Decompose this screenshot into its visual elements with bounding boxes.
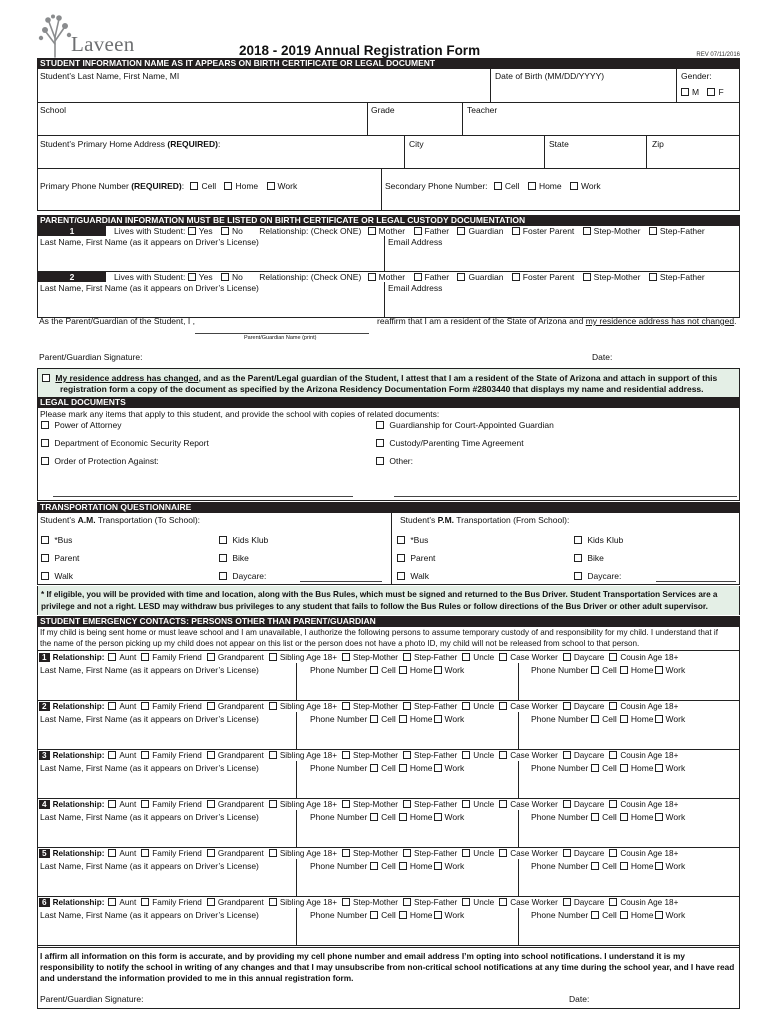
district-logo [37, 14, 157, 58]
contact-option-checkbox[interactable] [269, 751, 277, 759]
contact-option-checkbox[interactable] [462, 849, 470, 857]
contact-option-checkbox[interactable] [342, 702, 350, 710]
grade-label: Grade [371, 105, 395, 115]
phone-cell-checkbox[interactable] [591, 813, 599, 821]
contact-option-checkbox[interactable] [563, 653, 571, 661]
form-title: 2018 - 2019 Annual Registration Form [239, 43, 481, 58]
contact-option-checkbox[interactable] [342, 849, 350, 857]
am-parent-checkbox[interactable] [41, 554, 49, 562]
des-checkbox[interactable] [41, 439, 49, 447]
contact-option-checkbox[interactable] [342, 800, 350, 808]
contact-option-checkbox[interactable] [141, 800, 149, 808]
guardian-name-label: Last Name, First Name (as it appears on Driver’s License) [40, 283, 259, 293]
contact-option-checkbox[interactable] [108, 849, 116, 857]
contact-option-checkbox[interactable] [269, 702, 277, 710]
pm-walk-checkbox[interactable] [397, 572, 405, 580]
phone-home-checkbox[interactable] [620, 666, 628, 674]
legal-documents-header: LEGAL DOCUMENTS [37, 397, 740, 408]
contact-option-checkbox[interactable] [108, 800, 116, 808]
guardian-name-line[interactable] [195, 333, 369, 334]
guardian-2-options: Lives with Student: Yes No Relationship: (Check ONE) Mother Father Guardian Foster Parent Step-Mother Step-Father [114, 272, 705, 282]
am-kidsklub-checkbox[interactable] [219, 536, 227, 544]
zip-label: Zip [652, 139, 664, 149]
phone-home-checkbox[interactable] [399, 813, 407, 821]
phone-home-checkbox[interactable] [399, 666, 407, 674]
phone-cell-checkbox[interactable] [591, 911, 599, 919]
footer-affirmation: I affirm all information on this form is accurate, and by providing my cell phone number and email address I’m opting into school notifications. I understand it is my responsibility to notify the school in writing of any changes and that I may unsubscribe from non-critical school notifications at any time during the school year, and I have read and understand the information provided to me in this annual registration form. Parent/Guardian Signature: Date: [37, 947, 740, 1009]
rel-father-checkbox[interactable] [414, 273, 422, 281]
contact-option-checkbox[interactable] [563, 849, 571, 857]
contact-option-checkbox[interactable] [609, 800, 617, 808]
transport-section: Student’s A.M. Transportation (To School): Student’s P.M. Transportation (From School): *Bus Parent Walk Kids Klub Bike Daycare: *Bus Parent Walk Kids Klub Bike Daycare: [37, 513, 740, 585]
primary-cell-checkbox[interactable] [190, 182, 198, 190]
emergency-contacts-header: STUDENT EMERGENCY CONTACTS: PERSONS OTHER THAN PARENT/GUARDIAN [37, 616, 740, 627]
phone-work-checkbox[interactable] [434, 764, 442, 772]
contact-option-checkbox[interactable] [342, 898, 350, 906]
phone-cell-checkbox[interactable] [370, 911, 378, 919]
phone-cell-checkbox[interactable] [591, 862, 599, 870]
phone-home-checkbox[interactable] [399, 862, 407, 870]
emergency-contact-row: 2 Relationship: Aunt Family Friend Grandparent Sibling Age 18+ Step-Mother Step-Father Uncle Case Worker Daycare Cousin Age 18+ Last Name, First Name (as it appears on Driver’s License) Phone Number Cell Home Work Phone Number Cell Home Work [38, 701, 740, 750]
contact-number: 6 [39, 898, 50, 907]
contact-phone-1: Phone Number Cell Home Work [310, 665, 465, 675]
phone-cell-checkbox[interactable] [370, 764, 378, 772]
address-changed-row: My residence address has changed, and as the Parent/Legal guardian of the Student, I attest that I am a resident of the State of Arizona and attach in support of this registration form a copy of the document as specified by the Arizona Residency Documentation Form #2803440 that displays my name and residential address. [37, 369, 740, 397]
am-daycare-line[interactable] [300, 581, 382, 582]
phone-work-checkbox[interactable] [655, 813, 663, 821]
legal-intro: Please mark any items that apply to this student, and provide the school with copies of related documents: [40, 409, 440, 419]
primary-phone-row: Primary Phone Number (REQUIRED): Cell Home Work [40, 181, 298, 191]
phone-home-checkbox[interactable] [620, 813, 628, 821]
contact-name-label: Last Name, First Name (as it appears on Driver’s License) [40, 812, 259, 822]
contact-option-checkbox[interactable] [462, 702, 470, 710]
lives-no-checkbox[interactable] [221, 227, 229, 235]
legal-guardianship: Guardianship for Court-Appointed Guardian [376, 420, 554, 430]
contact-option-checkbox[interactable] [462, 653, 470, 661]
teacher-label: Teacher [467, 105, 498, 115]
contact-option-checkbox[interactable] [609, 702, 617, 710]
pm-bus-checkbox[interactable] [397, 536, 405, 544]
contact-option-checkbox[interactable] [342, 751, 350, 759]
contact-option-checkbox[interactable] [342, 653, 350, 661]
rel-guardian-checkbox[interactable] [457, 273, 465, 281]
contact-phone-2: Phone Number Cell Home Work [531, 714, 686, 724]
phone-cell-checkbox[interactable] [591, 715, 599, 723]
am-walk-checkbox[interactable] [41, 572, 49, 580]
phone-work-checkbox[interactable] [434, 911, 442, 919]
contact-name-label: Last Name, First Name (as it appears on Driver’s License) [40, 910, 259, 920]
gender-f-checkbox[interactable] [707, 88, 715, 96]
address-changed-checkbox[interactable] [42, 374, 50, 382]
contact-number: 4 [39, 800, 50, 809]
contact-option-checkbox[interactable] [563, 800, 571, 808]
protection-checkbox[interactable] [41, 457, 49, 465]
pm-parent-checkbox[interactable] [397, 554, 405, 562]
guardian-1-options: Lives with Student: Yes No Relationship: (Check ONE) Mother Father Guardian Foster Parent Step-Mother Step-Father [114, 226, 705, 236]
contact-option-checkbox[interactable] [403, 898, 411, 906]
school-label: School [40, 105, 66, 115]
phone-work-checkbox[interactable] [434, 666, 442, 674]
custody-checkbox[interactable] [376, 439, 384, 447]
address-label: Student’s Primary Home Address (REQUIRED): [40, 139, 221, 149]
footer-date-label: Date: [569, 994, 590, 1004]
rel-stepmother-checkbox[interactable] [583, 227, 591, 235]
phone-cell-checkbox[interactable] [370, 715, 378, 723]
other-checkbox[interactable] [376, 457, 384, 465]
primary-work-checkbox[interactable] [267, 182, 275, 190]
phone-home-checkbox[interactable] [399, 715, 407, 723]
pm-kidsklub-checkbox[interactable] [574, 536, 582, 544]
emergency-intro-2: the name of the person picking up my child does not appear on this list or the person does not have a photo ID, my child will not be released from school to that person. [40, 639, 640, 648]
gender-label: Gender: [681, 71, 712, 81]
name-print-caption: Parent/Guardian Name (print) [244, 335, 317, 341]
rel-foster-checkbox[interactable] [512, 227, 520, 235]
rel-stepfather-checkbox[interactable] [649, 227, 657, 235]
contact-option-checkbox[interactable] [108, 702, 116, 710]
phone-work-checkbox[interactable] [655, 862, 663, 870]
am-bike-checkbox[interactable] [219, 554, 227, 562]
contact-option-checkbox[interactable] [207, 702, 215, 710]
affirm-statement-start: As the Parent/Guardian of the Student, I , [39, 316, 195, 326]
student-name-label: Student’s Last Name, First Name, MI [40, 71, 180, 81]
logo-text: Laveen [71, 32, 135, 56]
phone-cell-checkbox[interactable] [591, 666, 599, 674]
contact-option-checkbox[interactable] [269, 898, 277, 906]
contact-option-checkbox[interactable] [499, 800, 507, 808]
student-info-header: STUDENT INFORMATION NAME AS IT APPEARS ON BIRTH CERTIFICATE OR LEGAL DOCUMENT [37, 58, 740, 69]
phone-home-checkbox[interactable] [620, 715, 628, 723]
rel-father-checkbox[interactable] [414, 227, 422, 235]
contact-option-checkbox[interactable] [269, 653, 277, 661]
contact-number: 2 [39, 702, 50, 711]
emergency-section [37, 627, 740, 947]
contact-option-checkbox[interactable] [207, 898, 215, 906]
phone-cell-checkbox[interactable] [370, 666, 378, 674]
dob-label: Date of Birth (MM/DD/YYYY) [495, 71, 605, 81]
contact-phone-2: Phone Number Cell Home Work [531, 763, 686, 773]
rel-mother-checkbox[interactable] [368, 273, 376, 281]
phone-home-checkbox[interactable] [399, 764, 407, 772]
contact-option-checkbox[interactable] [462, 898, 470, 906]
other-line[interactable] [394, 496, 737, 497]
gender-options: M F [681, 87, 724, 97]
legal-custody: Custody/Parenting Time Agreement [376, 438, 524, 448]
emergency-contact-row: 5 Relationship: Aunt Family Friend Grandparent Sibling Age 18+ Step-Mother Step-Father Uncle Case Worker Daycare Cousin Age 18+ Last Name, First Name (as it appears on Driver’s License) Phone Number Cell Home Work Phone Number Cell Home Work [38, 848, 740, 897]
contact-option-checkbox[interactable] [108, 898, 116, 906]
phone-work-checkbox[interactable] [434, 715, 442, 723]
bus-rules-note: * If eligible, you will be provided with time and location, along with the Bus Rules, which must be signed and returned to the Bus Driver. Student Transportation Services are a privilege and not a right. LESD may withdraw bus privileges to any student that fails to follow the Bus Rules or follow directions of the Bus Driver or other adult supervisor. [37, 586, 740, 615]
contact-name-label: Last Name, First Name (as it appears on Driver’s License) [40, 763, 259, 773]
contact-number: 1 [39, 653, 50, 662]
contact-name-label: Last Name, First Name (as it appears on Driver’s License) [40, 665, 259, 675]
lives-no-checkbox[interactable] [221, 273, 229, 281]
contact-option-checkbox[interactable] [403, 751, 411, 759]
contact-option-checkbox[interactable] [499, 849, 507, 857]
revision-date: REV 07/11/2016 [696, 52, 740, 58]
pm-daycare-line[interactable] [656, 581, 736, 582]
lives-yes-checkbox[interactable] [188, 227, 196, 235]
am-transport-label: Student’s A.M. Transportation (To School): [40, 515, 201, 525]
footer-signature-label: Parent/Guardian Signature: [40, 994, 144, 1004]
phone-home-checkbox[interactable] [399, 911, 407, 919]
contact-phone-1: Phone Number Cell Home Work [310, 861, 465, 871]
contact-option-checkbox[interactable] [108, 751, 116, 759]
legal-protection: Order of Protection Against: [41, 456, 159, 466]
contact-option-checkbox[interactable] [141, 751, 149, 759]
emergency-contact-row: 1 Relationship: Aunt Family Friend Grandparent Sibling Age 18+ Step-Mother Step-Father Uncle Case Worker Daycare Cousin Age 18+ Last Name, First Name (as it appears on Driver’s License) Phone Number Cell Home Work Phone Number Cell Home Work [38, 652, 740, 701]
rel-foster-checkbox[interactable] [512, 273, 520, 281]
contact-option-checkbox[interactable] [141, 653, 149, 661]
rel-stepmother-checkbox[interactable] [583, 273, 591, 281]
gender-m-checkbox[interactable] [681, 88, 689, 96]
pm-daycare-checkbox[interactable] [574, 572, 582, 580]
rel-stepfather-checkbox[interactable] [649, 273, 657, 281]
phone-work-checkbox[interactable] [655, 715, 663, 723]
phone-work-checkbox[interactable] [434, 862, 442, 870]
rel-mother-checkbox[interactable] [368, 227, 376, 235]
contact-option-checkbox[interactable] [609, 751, 617, 759]
contact-option-checkbox[interactable] [269, 849, 277, 857]
contact-option-checkbox[interactable] [609, 653, 617, 661]
guardian-info-header: PARENT/GUARDIAN INFORMATION MUST BE LISTED ON BIRTH CERTIFICATE OR LEGAL CUSTODY DOCUMENTATION [37, 215, 740, 226]
phone-home-checkbox[interactable] [620, 764, 628, 772]
phone-work-checkbox[interactable] [655, 666, 663, 674]
tree-icon [37, 14, 73, 58]
guardian-name-label: Last Name, First Name (as it appears on Driver’s License) [40, 237, 259, 247]
contact-option-checkbox[interactable] [462, 800, 470, 808]
am-bus-checkbox[interactable] [41, 536, 49, 544]
affirm-statement-end: reaffirm that I am a resident of the State of Arizona and my residence address has not changed. [377, 316, 737, 326]
secondary-phone-row: Secondary Phone Number: Cell Home Work [385, 181, 601, 191]
pm-transport-label: Student’s P.M. Transportation (From School): [400, 515, 570, 525]
contact-option-checkbox[interactable] [269, 800, 277, 808]
legal-section [37, 408, 740, 501]
phone-home-checkbox[interactable] [620, 911, 628, 919]
emergency-intro-1: If my child is being sent home or must leave school and I am unavailable, I authorize the following persons to assume temporary custody of and responsibility for my child. I understand that if [40, 628, 718, 637]
guardian-email-label: Email Address [388, 237, 443, 247]
phone-work-checkbox[interactable] [434, 813, 442, 821]
phone-work-checkbox[interactable] [655, 911, 663, 919]
contact-option-checkbox[interactable] [141, 898, 149, 906]
contact-option-checkbox[interactable] [108, 653, 116, 661]
city-label: City [409, 139, 424, 149]
contact-number: 3 [39, 751, 50, 760]
am-daycare-checkbox[interactable] [219, 572, 227, 580]
legal-poa: Power of Attorney [41, 420, 121, 430]
emergency-contact-row: 3 Relationship: Aunt Family Friend Grandparent Sibling Age 18+ Step-Mother Step-Father Uncle Case Worker Daycare Cousin Age 18+ Last Name, First Name (as it appears on Driver’s License) Phone Number Cell Home Work Phone Number Cell Home Work [38, 750, 740, 799]
contact-option-checkbox[interactable] [499, 898, 507, 906]
contact-option-checkbox[interactable] [403, 849, 411, 857]
transportation-header: TRANSPORTATION QUESTIONNAIRE [37, 502, 740, 513]
contact-option-checkbox[interactable] [609, 898, 617, 906]
contact-number: 5 [39, 849, 50, 858]
contact-option-checkbox[interactable] [499, 702, 507, 710]
lives-yes-checkbox[interactable] [188, 273, 196, 281]
contact-phone-2: Phone Number Cell Home Work [531, 861, 686, 871]
phone-work-checkbox[interactable] [655, 764, 663, 772]
contact-option-checkbox[interactable] [141, 702, 149, 710]
contact-phone-1: Phone Number Cell Home Work [310, 812, 465, 822]
guardian-number: 2 [38, 272, 106, 282]
contact-phone-2: Phone Number Cell Home Work [531, 812, 686, 822]
secondary-cell-checkbox[interactable] [494, 182, 502, 190]
guardian-date-label: Date: [592, 352, 613, 362]
registration-form [37, 10, 740, 1020]
contact-option-checkbox[interactable] [207, 653, 215, 661]
contact-option-checkbox[interactable] [499, 751, 507, 759]
contact-option-checkbox[interactable] [403, 800, 411, 808]
phone-home-checkbox[interactable] [620, 862, 628, 870]
primary-home-checkbox[interactable] [224, 182, 232, 190]
contact-option-checkbox[interactable] [499, 653, 507, 661]
contact-option-checkbox[interactable] [403, 653, 411, 661]
guardian-email-label: Email Address [388, 283, 443, 293]
contact-phone-2: Phone Number Cell Home Work [531, 910, 686, 920]
contact-phone-1: Phone Number Cell Home Work [310, 910, 465, 920]
contact-option-checkbox[interactable] [141, 849, 149, 857]
contact-option-checkbox[interactable] [403, 702, 411, 710]
contact-option-checkbox[interactable] [609, 849, 617, 857]
rel-guardian-checkbox[interactable] [457, 227, 465, 235]
legal-other: Other: [376, 456, 413, 466]
guardianship-checkbox[interactable] [376, 421, 384, 429]
contact-option-checkbox[interactable] [563, 898, 571, 906]
contact-name-label: Last Name, First Name (as it appears on Driver’s License) [40, 861, 259, 871]
contact-option-checkbox[interactable] [563, 702, 571, 710]
phone-cell-checkbox[interactable] [591, 764, 599, 772]
phone-cell-checkbox[interactable] [370, 862, 378, 870]
secondary-home-checkbox[interactable] [528, 182, 536, 190]
guardian-section [37, 226, 740, 318]
emergency-contact-row: 6 Relationship: Aunt Family Friend Grandparent Sibling Age 18+ Step-Mother Step-Father Uncle Case Worker Daycare Cousin Age 18+ Last Name, First Name (as it appears on Driver’s License) Phone Number Cell Home Work Phone Number Cell Home Work [38, 897, 740, 946]
state-label: State [549, 139, 569, 149]
contact-phone-2: Phone Number Cell Home Work [531, 665, 686, 675]
contact-phone-1: Phone Number Cell Home Work [310, 714, 465, 724]
contact-option-checkbox[interactable] [462, 751, 470, 759]
emergency-contact-row: 4 Relationship: Aunt Family Friend Grandparent Sibling Age 18+ Step-Mother Step-Father Uncle Case Worker Daycare Cousin Age 18+ Last Name, First Name (as it appears on Driver’s License) Phone Number Cell Home Work Phone Number Cell Home Work [38, 799, 740, 848]
legal-des: Department of Economic Security Report [41, 438, 209, 448]
contact-phone-1: Phone Number Cell Home Work [310, 763, 465, 773]
secondary-work-checkbox[interactable] [570, 182, 578, 190]
contact-option-checkbox[interactable] [563, 751, 571, 759]
contact-option-checkbox[interactable] [207, 751, 215, 759]
guardian-signature-label: Parent/Guardian Signature: [39, 352, 143, 362]
protection-line[interactable] [53, 496, 353, 497]
guardian-number: 1 [38, 226, 106, 236]
contact-name-label: Last Name, First Name (as it appears on Driver’s License) [40, 714, 259, 724]
pm-bike-checkbox[interactable] [574, 554, 582, 562]
contact-option-checkbox[interactable] [207, 800, 215, 808]
student-info-section [37, 69, 740, 211]
contact-option-checkbox[interactable] [207, 849, 215, 857]
poa-checkbox[interactable] [41, 421, 49, 429]
phone-cell-checkbox[interactable] [370, 813, 378, 821]
